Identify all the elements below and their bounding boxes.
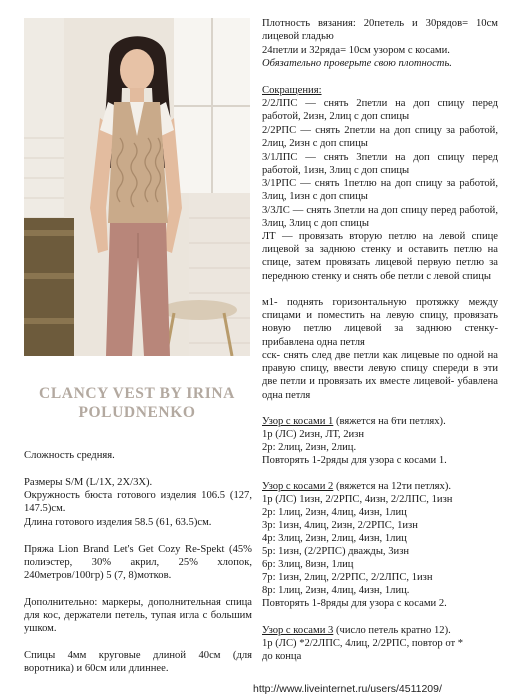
pattern2-row: 3р: 1изн, 4лиц, 2изн, 2/2РПС, 1изн xyxy=(262,520,418,531)
abbr-item: ЛТ — провязать вторую петлю на левой спице лицевой за заднюю стенку и оставить петлю на спице, затем провязать лицевой первую петлю за переднюю стенку и снять обе петли с левой спицы xyxy=(262,231,498,282)
source-url: http://www.liveinternet.ru/users/4511209/ xyxy=(253,683,442,695)
abbr-item: 3/3ЛС — снять 3петли на доп спицу перед работой, 3лиц, 3лиц с доп спицы xyxy=(262,205,498,230)
abbr-item: сск- снять след две петли как лицевые по одной на правую спицу, ввести левую спицу спереди в эти две петли и провязать их вместе лицевой- убавлена одна петля xyxy=(262,350,498,401)
length-text: Длина готового изделия 58.5 (61, 63.5)см. xyxy=(24,517,212,528)
pattern2-row: 2р: 1лиц, 2изн, 4лиц, 4изн, 1лиц xyxy=(262,507,407,518)
pattern3-heading-link: Узор с косами 3 xyxy=(262,625,334,636)
density-line-2: 24петли и 32ряда= 10см узором с косами. xyxy=(262,45,450,56)
bust-text: Окружность бюста готового изделия 106.5 (127, 147.5)см. xyxy=(24,490,252,515)
pattern1-row: 1р (ЛС) 2изн, ЛТ, 2изн xyxy=(262,429,365,440)
abbr-item: 2/2РПС — снять 2петли на доп спицу за работой, 2лиц, 2изн с доп спицы xyxy=(262,125,498,150)
pattern2-row: 5р: 1изн, (2/2РПС) дважды, 3изн xyxy=(262,546,410,557)
abbr-item: 3/1РПС — снять 1петлю на доп спицу за работой, 3лиц, 1изн с доп спицы xyxy=(262,178,498,203)
title-line-2: POLUDNENKO xyxy=(78,404,196,421)
pattern2-row: 7р: 1изн, 2лиц, 2/2РПС, 2/2ЛПС, 1изн xyxy=(262,572,433,583)
pattern2-row: 4р: 3лиц, 2изн, 2лиц, 4изн, 1лиц xyxy=(262,533,407,544)
needles-text: Спицы 4мм круговые длиной 40см (для воротника) и 60см или длиннее. xyxy=(24,650,252,675)
abbr-item: 2/2ЛПС — снять 2петли на доп спицу перед работой, 2изн, 2лиц с доп спицы xyxy=(262,98,498,123)
abbr-heading: Сокращения: xyxy=(262,85,322,96)
yarn-text: Пряжа Lion Brand Let's Get Cozy Re-Spekt (45% полиэстер, 30% акрил, 25% хлопок, 240метров/100гр) 5 (7, 8)мотков. xyxy=(24,544,252,582)
knitted-vest-photo xyxy=(24,18,250,356)
pattern2-heading-link: Узор с косами 2 xyxy=(262,481,334,492)
pattern1-heading-link: Узор с косами 1 xyxy=(262,416,334,427)
pattern3-heading xyxy=(262,624,498,637)
pattern-title xyxy=(24,384,250,422)
abbr-item: м1- поднять горизонтальную протяжку между спицами и поместить на левую спицу, провязать новую петлю лицевой за заднюю стенку- прибавлена одна петля xyxy=(262,297,498,348)
pattern1-row: Повторять 1-2ряды для узора с косами 1. xyxy=(262,455,447,466)
pattern2-heading xyxy=(262,480,498,493)
difficulty-text: Сложность средняя. xyxy=(24,450,115,461)
model-photo xyxy=(24,18,250,356)
pattern1-row: 2р: 2лиц, 2изн, 2лиц. xyxy=(262,442,357,453)
pattern2-row: 1р (ЛС) 1изн, 2/2РПС, 4изн, 2/2ЛПС, 1изн xyxy=(262,494,453,505)
sizes-text: Размеры S/M (L/1X, 2X/3X). xyxy=(24,477,153,488)
pattern2-row: 6р: 3лиц, 8изн, 1лиц xyxy=(262,559,354,570)
pattern3-row: 1р (ЛС) *2/2ЛПС, 4лиц, 2/2РПС, повтор от * xyxy=(262,638,464,649)
extra-text: Дополнительно: маркеры, дополнительная спица для кос, держатели петель, тупая игла с большим ушком. xyxy=(24,597,252,635)
title-line-1: CLANCY VEST BY IRINA xyxy=(39,385,235,402)
density-note: Обязательно проверьте свою плотность. xyxy=(262,58,452,69)
pattern2-heading-rest: (вяжется на 12ти петлях). xyxy=(333,481,452,492)
pattern1-heading-rest: (вяжется на 6ти петлях). xyxy=(333,416,446,427)
pattern3-row-cont: до конца xyxy=(262,651,302,662)
pattern1-heading xyxy=(262,415,498,428)
density-line-1: Плотность вязания: 20петель и 30рядов= 10см лицевой гладью xyxy=(262,18,498,43)
pattern2-row: 8р: 1лиц, 2изн, 4лиц, 4изн, 1лиц. xyxy=(262,585,410,596)
abbr-item: 3/1ЛПС — снять 3петли на доп спицу перед работой, 1изн, 3лиц с доп спицы xyxy=(262,152,498,177)
pattern2-row: Повторять 1-8ряды для узора с косами 2. xyxy=(262,598,447,609)
pattern3-heading-rest: (число петель кратно 12). xyxy=(333,625,451,636)
